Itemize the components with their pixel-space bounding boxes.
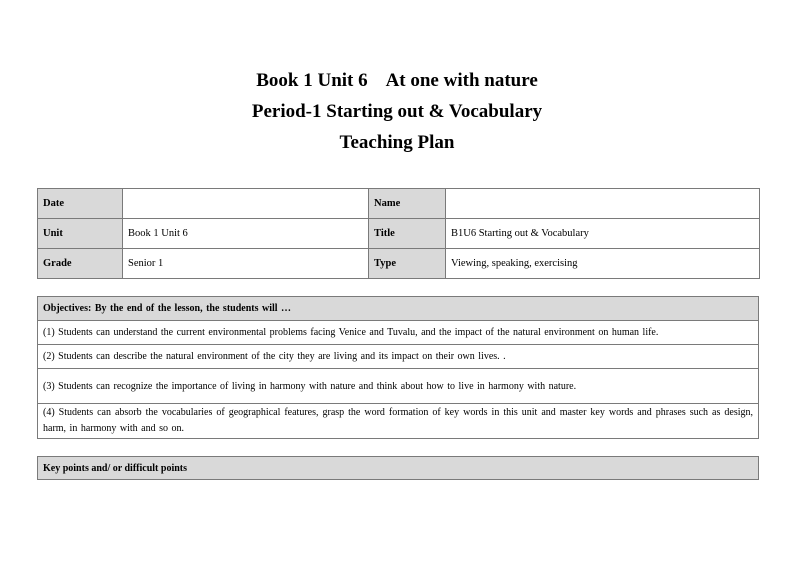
period-title: Period-1 Starting out & Vocabulary <box>251 101 543 122</box>
table-row <box>38 345 759 369</box>
name-label: Name <box>369 189 446 219</box>
objective-item: (3) Students can recognize the importance of living in harmony with nature and think about how to live in harmony with nature. <box>38 369 759 404</box>
date-value <box>123 189 369 219</box>
objectives-table <box>37 296 759 439</box>
info-table <box>37 188 760 279</box>
objective-item: (1) Students can understand the current environmental problems facing Venice and Tuvalu, and the impact of the natural environment on human life. <box>38 321 759 345</box>
name-value <box>446 189 760 219</box>
key-points-table <box>37 456 759 480</box>
table-row <box>38 404 759 439</box>
date-label: Date <box>38 189 123 219</box>
table-row <box>38 369 759 404</box>
document-title: Book 1 Unit 6 At one with nature <box>256 70 538 91</box>
table-row <box>38 297 759 321</box>
title-label: Title <box>369 219 446 249</box>
grade-label: Grade <box>38 249 123 279</box>
table-row <box>38 189 760 219</box>
objective-item: (4) Students can absorb the vocabularies of geographical features, grasp the word formation of key words in this unit and master key words and phrases such as design, harm, in harmony with and so on. <box>38 404 759 439</box>
type-label: Type <box>369 249 446 279</box>
table-row <box>38 249 760 279</box>
table-row <box>38 219 760 249</box>
table-row <box>38 321 759 345</box>
unit-label: Unit <box>38 219 123 249</box>
grade-value: Senior 1 <box>123 249 369 279</box>
table-row <box>38 457 759 480</box>
key-points-heading: Key points and/ or difficult points <box>38 457 759 480</box>
title-value: B1U6 Starting out & Vocabulary <box>446 219 760 249</box>
type-value: Viewing, speaking, exercising <box>446 249 760 279</box>
plan-title: Teaching Plan <box>339 132 455 153</box>
objective-item: (2) Students can describe the natural environment of the city they are living and its impact on their own lives. . <box>38 345 759 369</box>
objectives-heading: Objectives: By the end of the lesson, the students will … <box>38 297 759 321</box>
unit-value: Book 1 Unit 6 <box>123 219 369 249</box>
